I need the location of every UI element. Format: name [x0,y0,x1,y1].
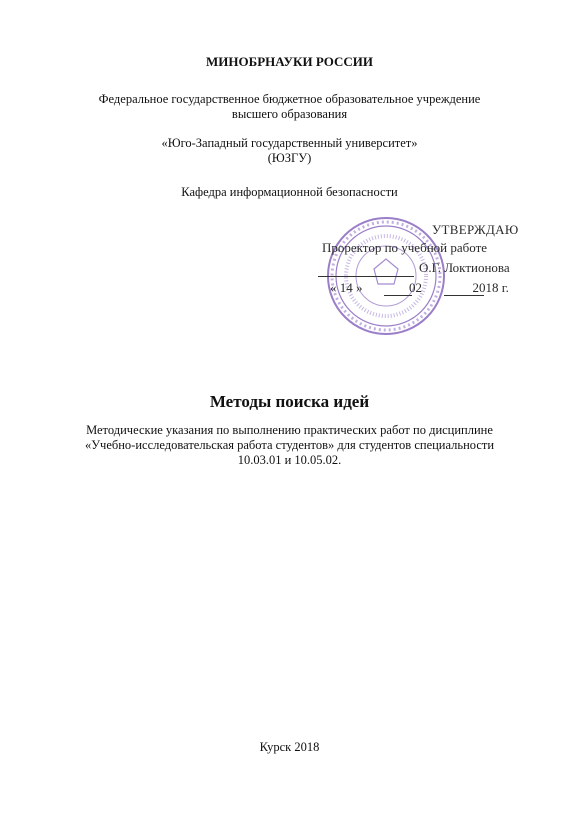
description-line-1: Методические указания по выполнению практических работ по дисциплине [86,423,493,437]
institution-line-1: Федеральное государственное бюджетное образовательное учреждение [98,92,481,106]
city-year: Курск 2018 [259,740,320,754]
date-underline-1 [384,295,412,296]
approval-stamp-block [314,210,548,334]
department-name: Кафедра информационной безопасности [181,185,398,199]
ministry-heading: МИНОБРНАУКИ РОССИИ [206,54,373,69]
university-abbreviation: (ЮЗГУ) [267,151,312,165]
institution-name [0,92,579,122]
document-description [0,423,579,468]
signature-line [318,276,414,277]
approver-position: Проректор по учебной работе [322,240,488,255]
approver-name: О.Г. Локтионова [419,260,510,275]
date-underline-2 [444,295,484,296]
description-line-2: «Учебно-исследовательская работа студентов» для студентов специальности [84,438,495,452]
description-line-3: 10.03.01 и 10.05.02. [237,453,342,467]
approve-label: УТВЕРЖДАЮ [432,222,519,237]
approval-date-year: 2018 г. [472,280,509,295]
approval-date-month: 02 [409,280,422,295]
approval-date [330,280,509,296]
document-title: Методы поиска идей [209,392,370,411]
university-full-name: «Юго-Западный государственный университет» [161,136,418,150]
institution-line-2: высшего образования [231,107,348,121]
approval-date-day: « 14 » [330,280,363,295]
university-name [0,136,579,166]
